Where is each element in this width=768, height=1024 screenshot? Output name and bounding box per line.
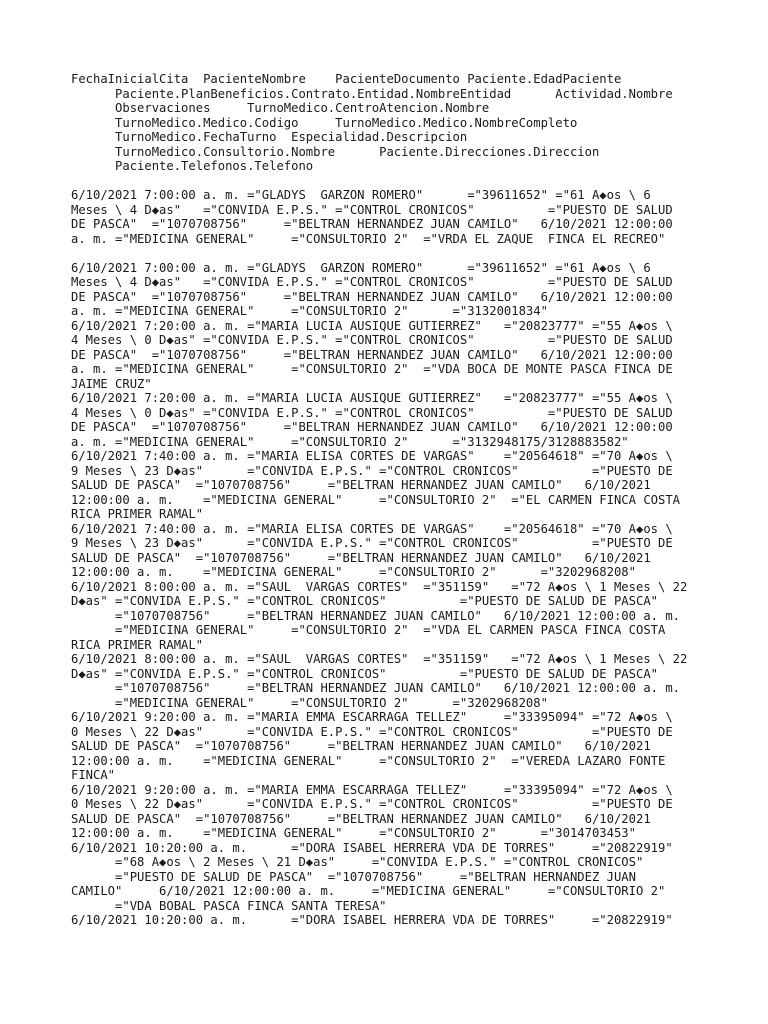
record-line: JAIME CRUZ" [71, 376, 152, 391]
record-line: ="1070708756" ="BELTRAN HERNANDEZ JUAN CAMILO" 6/10/2021 12:00:00 a. m. [71, 608, 681, 623]
header-line: Paciente.Telefonos.Telefono [71, 159, 314, 173]
record-line: a. m. ="MEDICINA GENERAL" ="CONSULTORIO 2" ="VDA BOCA DE MONTE PASCA FINCA DE [71, 362, 673, 376]
record-line: DE PASCA" ="1070708756" ="BELTRAN HERNANDEZ JUAN CAMILO" 6/10/2021 12:00:00 [71, 217, 673, 231]
header-line: TurnoMedico.Consultorio.Nombre Paciente.Direcciones.Direccion [71, 144, 600, 159]
record-line: ="68 A◆os \ 2 Meses \ 21 D◆as" ="CONVIDA E.P.S." ="CONTROL CRONICOS" [71, 855, 644, 869]
record-line: 6/10/2021 7:00:00 a. m. ="GLADYS GARZON ROMERO" ="39611652" ="61 A◆os \ 6 [71, 260, 651, 275]
record-line: 4 Meses \ 0 D◆as" ="CONVIDA E.P.S." ="CONTROL CRONICOS" ="PUESTO DE SALUD [71, 405, 673, 420]
record-line: 12:00:00 a. m. ="MEDICINA GENERAL" ="CONSULTORIO 2" ="VEREDA LAZARO FONTE [71, 753, 666, 768]
record-line: 9 Meses \ 23 D◆as" ="CONVIDA E.P.S." ="CONTROL CRONICOS" ="PUESTO DE [71, 463, 673, 478]
record-line: 6/10/2021 7:20:00 a. m. ="MARIA LUCIA AUSIQUE GUTIERREZ" ="20823777" ="55 A◆os \ [71, 391, 673, 405]
record-line: ="PUESTO DE SALUD DE PASCA" ="1070708756" ="BELTRAN HERNANDEZ JUAN [71, 869, 636, 884]
record-line: SALUD DE PASCA" ="1070708756" ="BELTRAN HERNANDEZ JUAN CAMILO" 6/10/2021 [71, 811, 651, 826]
record-line: 12:00:00 a. m. ="MEDICINA GENERAL" ="CONSULTORIO 2" ="3202968208" [71, 565, 636, 579]
record-line: ="VDA BOBAL PASCA FINCA SANTA TERESA" [71, 898, 387, 913]
header-line: FechaInicialCita PacienteNombre PacienteDocumento Paciente.EdadPaciente [71, 72, 622, 86]
record-line: 6/10/2021 8:00:00 a. m. ="SAUL VARGAS CORTES" ="351159" ="72 A◆os \ 1 Meses \ 22 [71, 652, 688, 666]
header-line: Paciente.PlanBeneficios.Contrato.Entidad.NombreEntidad Actividad.Nombre [71, 86, 673, 101]
record-line: 6/10/2021 10:20:00 a. m. ="DORA ISABEL HERRERA VDA DE TORRES" ="20822919" [71, 913, 673, 927]
record-line: FINCA" [71, 768, 116, 782]
record-line: 6/10/2021 7:40:00 a. m. ="MARIA ELISA CORTES DE VARGAS" ="20564618" ="70 A◆os \ [71, 521, 673, 536]
record-line: 12:00:00 a. m. ="MEDICINA GENERAL" ="CONSULTORIO 2" ="EL CARMEN FINCA COSTA [71, 492, 681, 507]
record-line: ="1070708756" ="BELTRAN HERNANDEZ JUAN CAMILO" 6/10/2021 12:00:00 a. m. [71, 681, 681, 695]
record-line: 9 Meses \ 23 D◆as" ="CONVIDA E.P.S." ="CONTROL CRONICOS" ="PUESTO DE [71, 536, 673, 550]
record-line: a. m. ="MEDICINA GENERAL" ="CONSULTORIO 2" ="VRDA EL ZAQUE FINCA EL RECREO" [71, 231, 666, 246]
record-line: RICA PRIMER RAMAL" [71, 637, 204, 652]
record-line: D◆as" ="CONVIDA E.P.S." ="CONTROL CRONICOS" ="PUESTO DE SALUD DE PASCA" [71, 594, 658, 608]
record-line: 6/10/2021 7:40:00 a. m. ="MARIA ELISA CORTES DE VARGAS" ="20564618" ="70 A◆os \ [71, 449, 673, 463]
header-line: TurnoMedico.FechaTurno Especialidad.Descripcion [71, 130, 468, 144]
record-line: ="MEDICINA GENERAL" ="CONSULTORIO 2" ="VDA EL CARMEN PASCA FINCA COSTA [71, 623, 666, 637]
record-line: a. m. ="MEDICINA GENERAL" ="CONSULTORIO 2" ="3132001834" [71, 304, 548, 318]
record-line: 0 Meses \ 22 D◆as" ="CONVIDA E.P.S." ="CONTROL CRONICOS" ="PUESTO DE [71, 797, 673, 811]
record-line: DE PASCA" ="1070708756" ="BELTRAN HERNANDEZ JUAN CAMILO" 6/10/2021 12:00:00 [71, 289, 673, 304]
record-line: ="MEDICINA GENERAL" ="CONSULTORIO 2" ="3202968208" [71, 695, 548, 710]
record-line: 12:00:00 a. m. ="MEDICINA GENERAL" ="CONSULTORIO 2" ="3014703453" [71, 826, 636, 840]
header-line: Observaciones TurnoMedico.CentroAtencion.Nombre [71, 101, 490, 115]
record-line: CAMILO" 6/10/2021 12:00:00 a. m. ="MEDICINA GENERAL" ="CONSULTORIO 2" [71, 884, 666, 898]
record-line: DE PASCA" ="1070708756" ="BELTRAN HERNANDEZ JUAN CAMILO" 6/10/2021 12:00:00 [71, 347, 673, 362]
record-line: DE PASCA" ="1070708756" ="BELTRAN HERNANDEZ JUAN CAMILO" 6/10/2021 12:00:00 [71, 420, 673, 434]
record-line: RICA PRIMER RAMAL" [71, 507, 204, 521]
record-line: 6/10/2021 7:20:00 a. m. ="MARIA LUCIA AUSIQUE GUTIERREZ" ="20823777" ="55 A◆os \ [71, 318, 673, 333]
record-line: 6/10/2021 10:20:00 a. m. ="DORA ISABEL HERRERA VDA DE TORRES" ="20822919" [71, 840, 673, 855]
record-line: 6/10/2021 9:20:00 a. m. ="MARIA EMMA ESCARRAGA TELLEZ" ="33395094" ="72 A◆os \ [71, 710, 673, 724]
record-line: 0 Meses \ 22 D◆as" ="CONVIDA E.P.S." ="CONTROL CRONICOS" ="PUESTO DE [71, 724, 673, 739]
record-line: SALUD DE PASCA" ="1070708756" ="BELTRAN HERNANDEZ JUAN CAMILO" 6/10/2021 [71, 550, 651, 565]
record-line: 4 Meses \ 0 D◆as" ="CONVIDA E.P.S." ="CONTROL CRONICOS" ="PUESTO DE SALUD [71, 333, 673, 347]
record-line: 6/10/2021 7:00:00 a. m. ="GLADYS GARZON ROMERO" ="39611652" ="61 A◆os \ 6 [71, 188, 651, 202]
record-line: Meses \ 4 D◆as" ="CONVIDA E.P.S." ="CONTROL CRONICOS" ="PUESTO DE SALUD [71, 275, 673, 289]
record-line: a. m. ="MEDICINA GENERAL" ="CONSULTORIO 2" ="3132948175/3128883582" [71, 434, 629, 449]
record-line: 6/10/2021 8:00:00 a. m. ="SAUL VARGAS CORTES" ="351159" ="72 A◆os \ 1 Meses \ 22 [71, 579, 688, 594]
record-line: SALUD DE PASCA" ="1070708756" ="BELTRAN HERNANDEZ JUAN CAMILO" 6/10/2021 [71, 739, 651, 753]
record-line: D◆as" ="CONVIDA E.P.S." ="CONTROL CRONICOS" ="PUESTO DE SALUD DE PASCA" [71, 666, 658, 681]
header-line: TurnoMedico.Medico.Codigo TurnoMedico.Medico.NombreCompleto [71, 115, 578, 130]
record-line: 6/10/2021 9:20:00 a. m. ="MARIA EMMA ESCARRAGA TELLEZ" ="33395094" ="72 A◆os \ [71, 782, 673, 797]
record-line: Meses \ 4 D◆as" ="CONVIDA E.P.S." ="CONTROL CRONICOS" ="PUESTO DE SALUD [71, 202, 673, 217]
record-line: SALUD DE PASCA" ="1070708756" ="BELTRAN HERNANDEZ JUAN CAMILO" 6/10/2021 [71, 478, 651, 492]
